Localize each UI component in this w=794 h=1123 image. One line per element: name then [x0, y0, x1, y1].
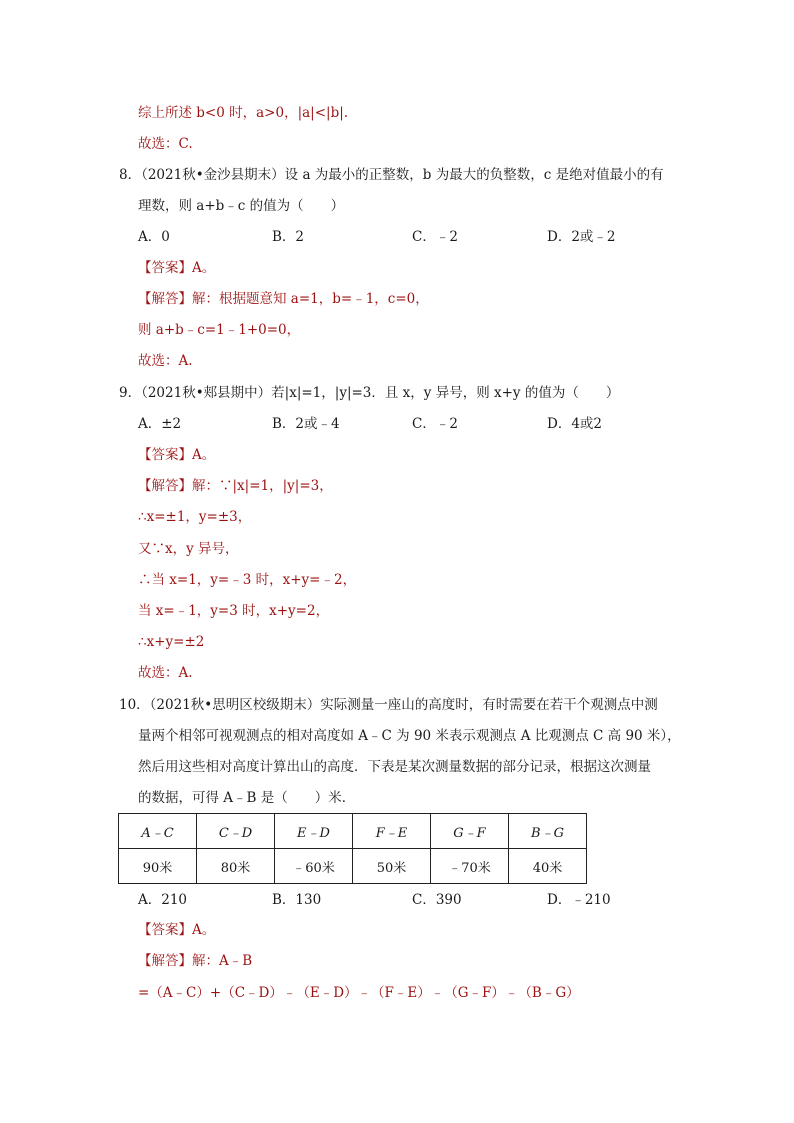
- q10-solution-text: 解：A﹣B: [192, 953, 253, 969]
- q8-option-b: B．2: [272, 229, 305, 245]
- q10-option-c: C．390: [412, 892, 462, 908]
- q10-option-d: D．﹣210: [547, 892, 611, 908]
- q10-answer: 【答案】A。: [138, 922, 216, 938]
- table-header-cell: C﹣D: [197, 814, 275, 849]
- table-row: [119, 849, 587, 884]
- q9-solution-line4: ∴当 x=1，y=﹣3 时，x+y=﹣2，: [138, 572, 357, 588]
- q10-stem-line4: 的数据，可得 A﹣B 是（ ）米．: [138, 790, 356, 806]
- q8-option-c: C．﹣2: [412, 229, 458, 245]
- q10-stem-line3: 然后用这些相对高度计算出山的高度．下表是某次测量数据的部分记录，根据这次测量: [138, 759, 651, 775]
- q9-option-a: A．±2: [138, 416, 182, 432]
- q10-solution-line2: =（A﹣C）+（C﹣D）﹣（E﹣D）﹣（F﹣E）﹣（G﹣F）﹣（B﹣G）: [138, 985, 580, 1001]
- q8-stem-line1: 8．（2021秋•金沙县期末）设 a 为最小的正整数，b 为最大的负整数，c 是绝对值最小的有: [119, 167, 664, 183]
- table-cell: ﹣60米: [275, 849, 353, 884]
- q9-solution-text: 解：∵|x|=1，|y|=3，: [192, 478, 333, 494]
- q9-answer: 【答案】A。: [138, 447, 216, 463]
- q8-solution-line2: 则 a+b﹣c=1﹣1+0=0，: [138, 322, 301, 338]
- q10-stem-line2: 量两个相邻可视观测点的相对高度如 A﹣C 为 90 米表示观测点 A 比观测点 C 高 90 米），: [138, 728, 681, 744]
- q8-option-a: A．0: [138, 229, 170, 245]
- q8-answer: 【答案】A。: [138, 260, 216, 276]
- previous-summary: 综上所述 b<0 时，a>0，|a|<|b|.: [138, 105, 349, 121]
- q9-solution-line3: 又∵x，y 异号，: [138, 541, 239, 557]
- q9-stem: 9．（2021秋•郏县期中）若|x|=1，|y|=3．且 x，y 异号，则 x+y 的值为（ ）: [119, 385, 620, 401]
- q9-solution-tag: 【解答】: [138, 478, 192, 494]
- table-cell: 50米: [353, 849, 431, 884]
- table-header-row: [119, 814, 587, 849]
- q8-solution-line1: [138, 290, 429, 308]
- table-cell: 40米: [509, 849, 587, 884]
- q9-option-b: B．2或﹣4: [272, 416, 340, 432]
- q10-solution-line1: [138, 952, 252, 970]
- table-cell: 80米: [197, 849, 275, 884]
- q10-option-b: B．130: [272, 892, 322, 908]
- table-header-cell: E﹣D: [275, 814, 353, 849]
- table-cell: 90米: [119, 849, 197, 884]
- table-header-cell: A﹣C: [119, 814, 197, 849]
- table-header-cell: G﹣F: [431, 814, 509, 849]
- q9-solution-line5: 当 x=﹣1，y=3 时，x+y=2，: [138, 603, 330, 619]
- q9-solution-line6: ∴x+y=±2: [138, 634, 205, 650]
- q9-solution-line7: 故选：A.: [138, 665, 193, 681]
- q10-option-a: A．210: [138, 892, 188, 908]
- q8-option-d: D．2或﹣2: [547, 229, 616, 245]
- q8-stem-line2: 理数，则 a+b﹣c 的值为（ ）: [138, 198, 345, 214]
- q9-solution-line2: ∴x=±1，y=±3，: [138, 509, 252, 525]
- previous-choice: 故选：C.: [138, 136, 193, 152]
- table-header-cell: F﹣E: [353, 814, 431, 849]
- table-header-cell: B﹣G: [509, 814, 587, 849]
- q9-option-c: C．﹣2: [412, 416, 458, 432]
- q10-stem-line1: 10．（2021秋•思明区校级期末）实际测量一座山的高度时，有时需要在若干个观测点中测: [119, 697, 658, 713]
- q8-solution-line3: 故选：A.: [138, 353, 193, 369]
- q8-solution-tag: 【解答】: [138, 291, 192, 307]
- q9-solution-line1: [138, 477, 333, 495]
- q8-solution-text: 解：根据题意知 a=1，b=﹣1，c=0，: [192, 291, 429, 307]
- q9-option-d: D．4或2: [547, 416, 603, 432]
- table-cell: ﹣70米: [431, 849, 509, 884]
- measurement-table: [118, 813, 587, 884]
- q10-solution-tag: 【解答】: [138, 953, 192, 969]
